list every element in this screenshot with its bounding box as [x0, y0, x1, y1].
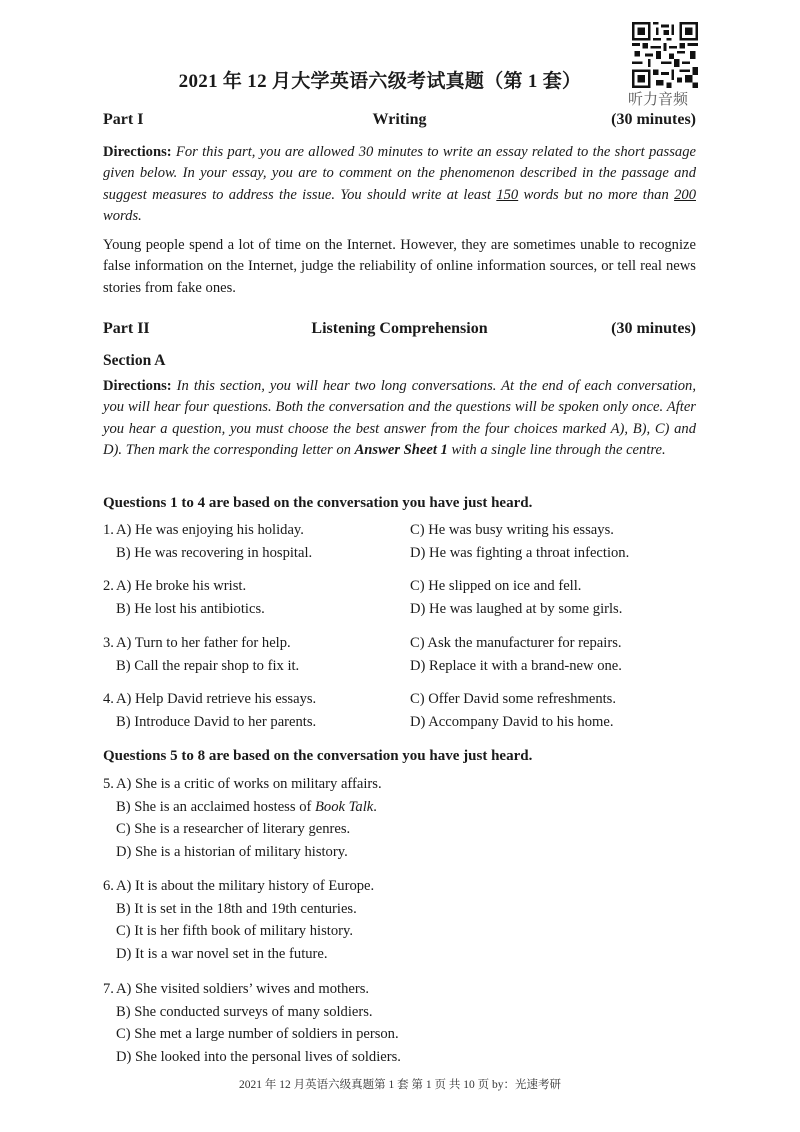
directions-label: Directions: — [103, 378, 172, 394]
option-a[interactable]: A) Help David retrieve his essays. — [116, 691, 317, 707]
option-b[interactable]: B) Introduce David to her parents. — [116, 713, 317, 730]
option-d[interactable]: D) Accompany David to his home. — [410, 713, 614, 730]
option-b[interactable]: B) He lost his antibiotics. — [116, 600, 265, 617]
option-b[interactable]: B) Call the repair shop to fix it. — [116, 657, 300, 674]
qr-code-label: 听力音频 — [628, 90, 689, 108]
option-d[interactable]: D) It is a war novel set in the future. — [116, 945, 328, 962]
part2-name: Listening Comprehension — [311, 320, 488, 337]
part1-directions: Directions: For this part, you are allowed 30 minutes to write an essay related to the short passage given below. In your essay, you are to comment on the phenomenon described in the passage and suggest measures to address the issue. You should write at least 150 words but no more than 200 words. — [103, 144, 696, 224]
part2-time: (30 minutes) — [611, 320, 696, 337]
option-c[interactable]: C) He slipped on ice and fell. — [410, 578, 582, 594]
answer-sheet-ref: Answer Sheet 1 — [354, 441, 448, 458]
option-d[interactable]: D) He was laughed at by some girls. — [410, 600, 623, 617]
part2-directions: Directions: In this section, you will hear two long conversations. At the end of each conversation, you will hear four questions. Both the conversation and the questions will be spoken only once. After you hear a question, you must choose the best answer from the four choices marked A), B), C) and D). Then mark the corresponding letter on Answer Sheet 1 with a single line through the centre. — [103, 378, 696, 458]
option-a[interactable]: A) He was enjoying his holiday. — [116, 522, 304, 538]
option-d[interactable]: D) Replace it with a brand-new one. — [410, 657, 622, 674]
option-c[interactable]: C) It is her fifth book of military history. — [116, 923, 353, 939]
question-5: 5. A) She is a critic of works on military affairs. B) She is an acclaimed hostess of Book Talk. C) She is a researcher of literary genres. D) She is a historian of military history. — [103, 773, 696, 863]
option-d[interactable]: D) He was fighting a throat infection. — [410, 544, 630, 561]
questions-1-4-heading: Questions 1 to 4 are based on the conversation you have just heard. — [103, 495, 533, 511]
part1-label: Part I — [103, 111, 144, 128]
option-b[interactable]: B) He was recovering in hospital. — [116, 544, 313, 561]
question-1: 1. A) He was enjoying his holiday. C) He was busy writing his essays. B) He was recovering in hospital. D) He was fighting a throat infection. — [103, 519, 696, 564]
option-c[interactable]: C) Offer David some refreshments. — [410, 691, 617, 707]
min-words: 150 — [496, 186, 519, 203]
option-a[interactable]: A) It is about the military history of Europe. — [116, 878, 375, 894]
option-a[interactable]: A) She visited soldiers’ wives and mothers. — [116, 981, 370, 997]
option-a[interactable]: A) He broke his wrist. — [116, 578, 247, 594]
option-a[interactable]: A) Turn to her father for help. — [116, 635, 291, 651]
question-4: 4. A) Help David retrieve his essays. C) Offer David some refreshments. B) Introduce David to her parents. D) Accompany David to his home. — [103, 688, 696, 733]
option-b[interactable]: B) It is set in the 18th and 19th centuries. — [116, 900, 357, 917]
questions-5-8-heading: Questions 5 to 8 are based on the conversation you have just heard. — [103, 748, 533, 764]
option-a[interactable]: A) She is a critic of works on military affairs. — [116, 776, 382, 792]
option-d[interactable]: D) She is a historian of military history. — [116, 843, 348, 860]
option-c[interactable]: C) She is a researcher of literary genres. — [116, 821, 351, 837]
question-7: 7. A) She visited soldiers’ wives and mothers. B) She conducted surveys of many soldiers. C) She met a large number of soldiers in person. D) She looked into the personal lives of soldiers. — [103, 978, 696, 1068]
section-a-heading: Section A — [103, 352, 166, 369]
question-3: 3. A) Turn to her father for help. C) Ask the manufacturer for repairs. B) Call the repair shop to fix it. D) Replace it with a brand-new one. — [103, 632, 696, 677]
part1-time: (30 minutes) — [611, 111, 696, 128]
option-c[interactable]: C) She met a large number of soldiers in person. — [116, 1026, 399, 1042]
option-b[interactable]: B) She conducted surveys of many soldiers. — [116, 1003, 373, 1020]
part1-name: Writing — [372, 111, 427, 128]
writing-passage: Young people spend a lot of time on the Internet. However, they are sometimes unable to recognize false information on the Internet, judge the reliability of online information sources, or tell real news stories from fake ones. — [103, 237, 696, 296]
page-title: 2021 年 12 月大学英语六级考试真题（第 1 套） — [178, 71, 582, 92]
page-footer: 2021 年 12 月英语六级真题第 1 套 第 1 页 共 10 页 by：光速考研 — [239, 1079, 561, 1091]
question-6: 6. A) It is about the military history of Europe. B) It is set in the 18th and 19th centuries. C) It is her fifth book of military history. D) It is a war novel set in the future. — [103, 875, 696, 965]
part1-header — [103, 111, 696, 133]
option-d[interactable]: D) She looked into the personal lives of soldiers. — [116, 1048, 401, 1065]
question-2: 2. A) He broke his wrist. C) He slipped on ice and fell. B) He lost his antibiotics. D) He was laughed at by some girls. — [103, 575, 696, 620]
option-b[interactable]: B) She is an acclaimed hostess of Book Talk. — [116, 798, 377, 815]
option-c[interactable]: C) He was busy writing his essays. — [410, 522, 614, 538]
part2-header — [103, 320, 696, 342]
qr-code-icon[interactable] — [632, 22, 698, 88]
option-c[interactable]: C) Ask the manufacturer for repairs. — [410, 635, 622, 651]
max-words: 200 — [674, 186, 696, 203]
part2-label: Part II — [103, 320, 150, 337]
directions-label: Directions: — [103, 144, 172, 160]
book-title: Book Talk — [315, 798, 374, 815]
